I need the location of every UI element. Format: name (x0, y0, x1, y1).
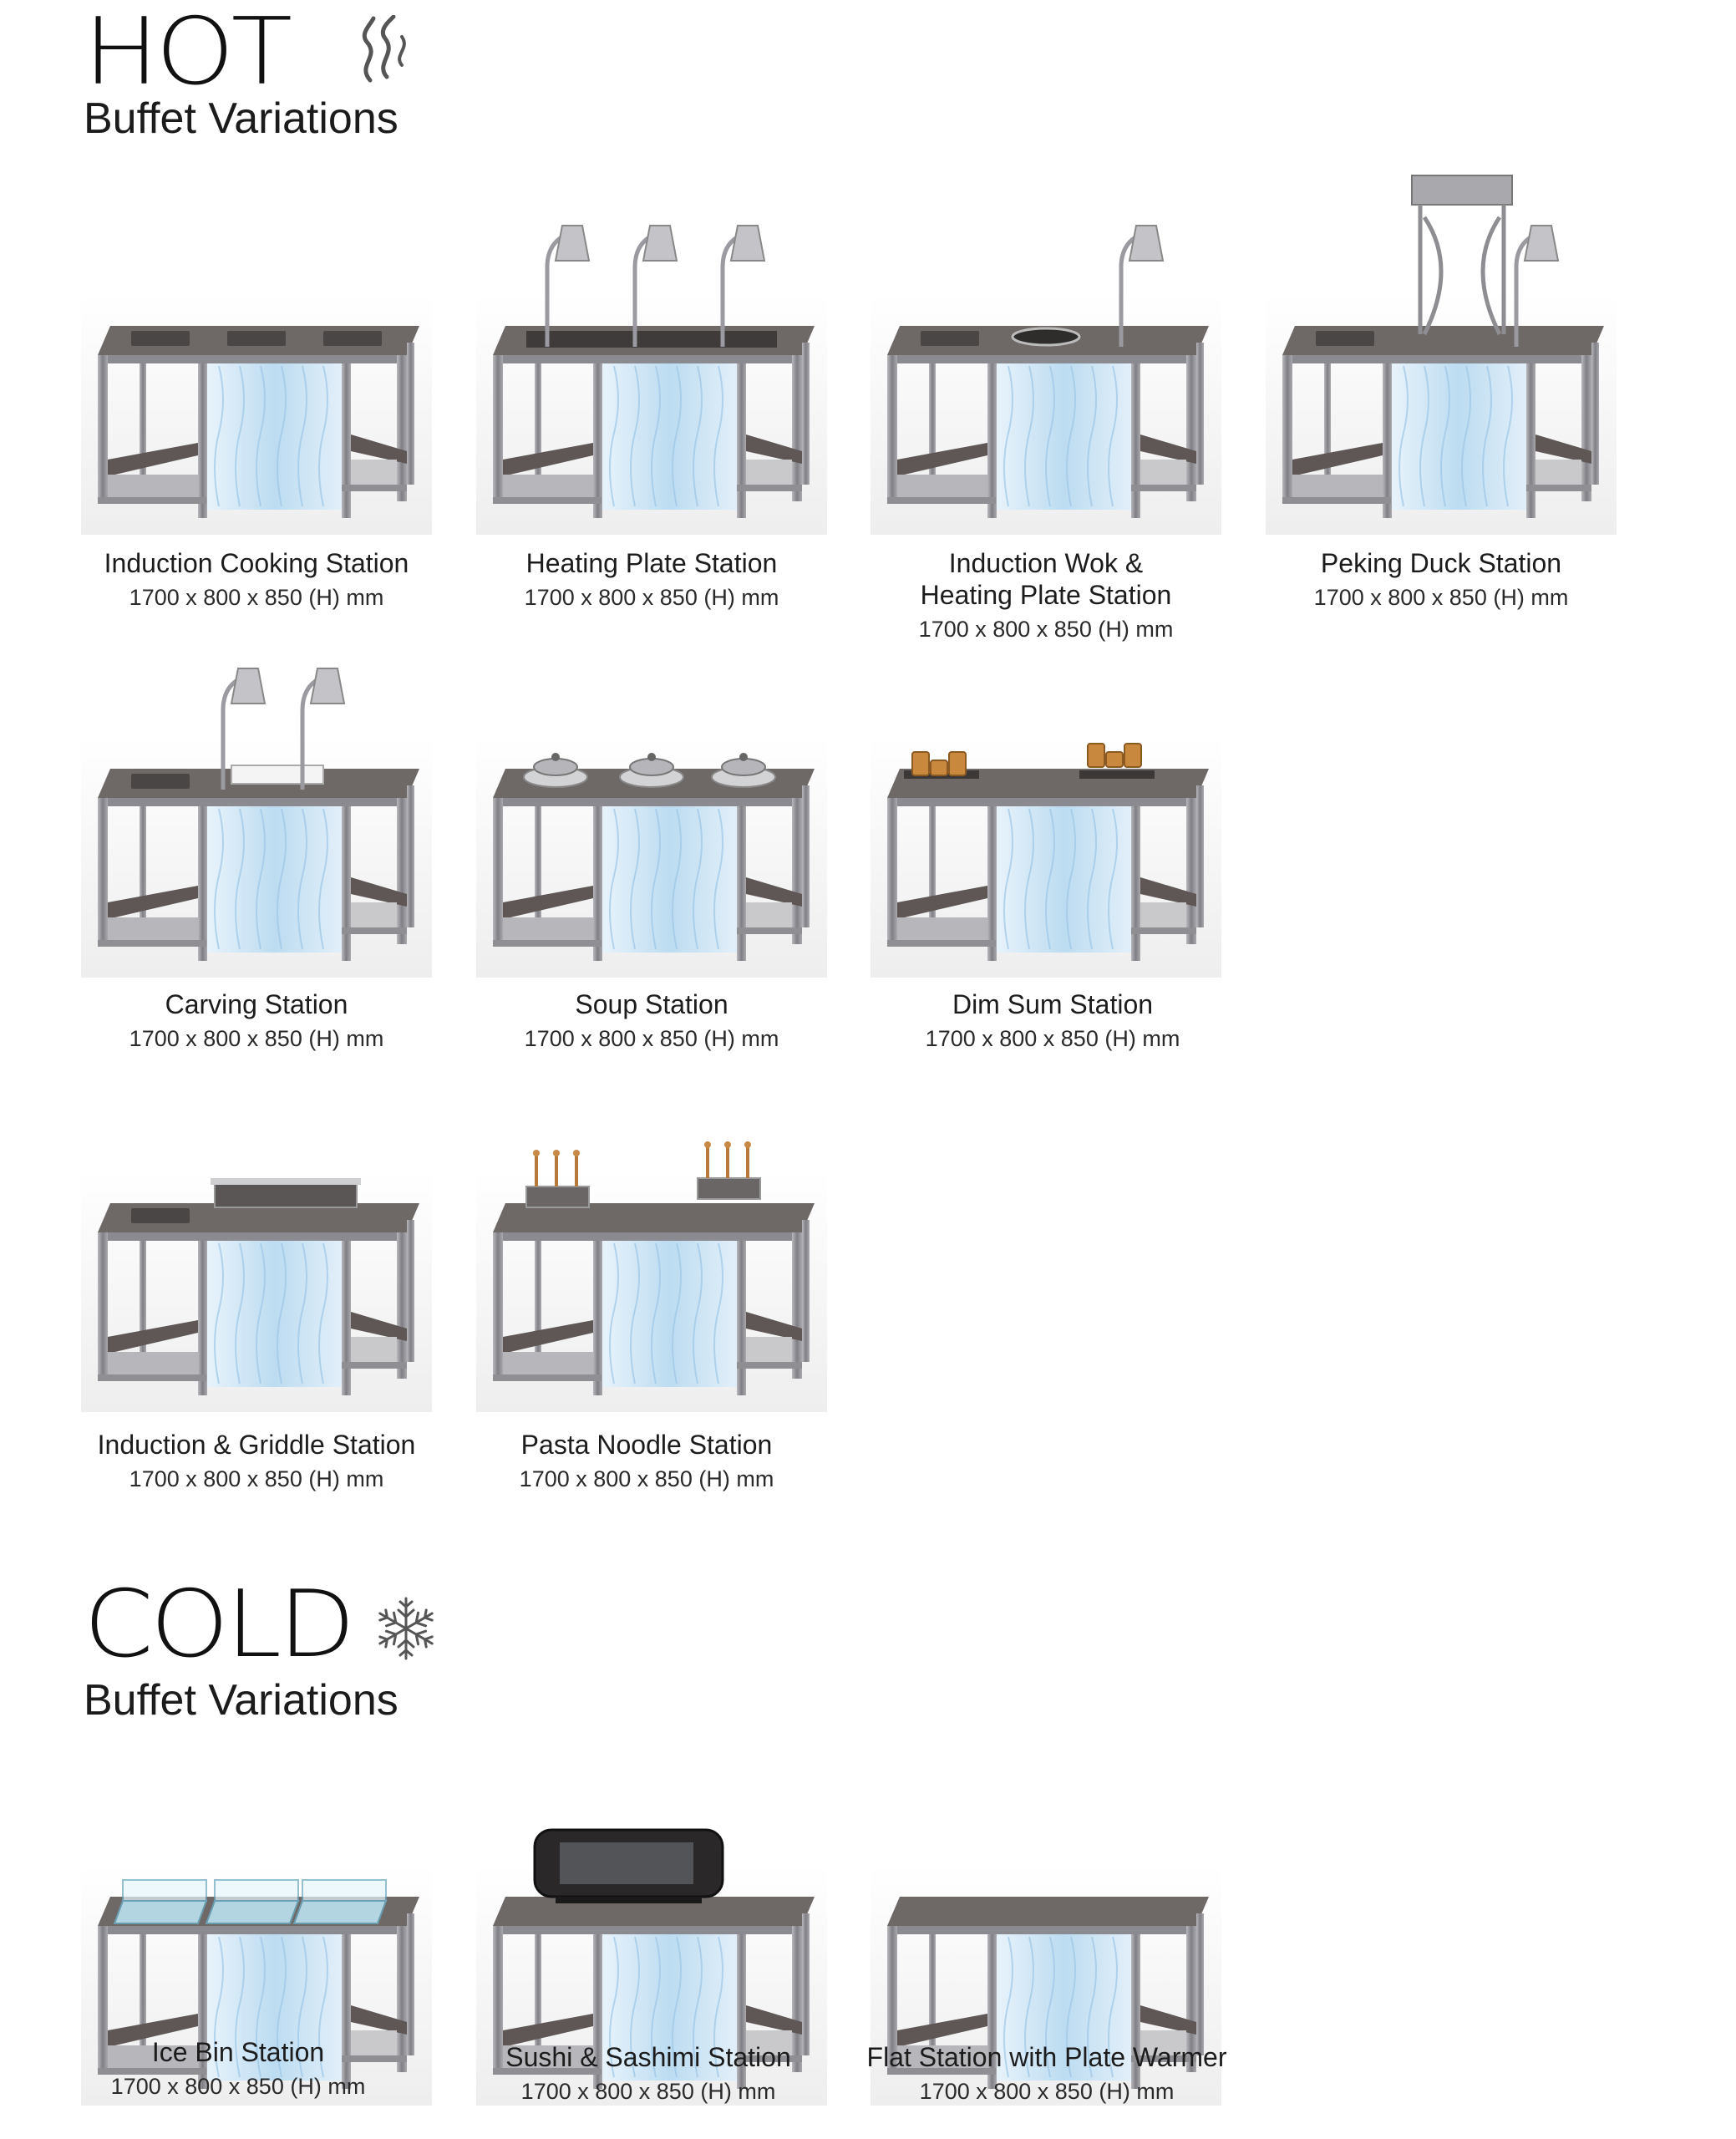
station-image (871, 610, 1221, 978)
station-name: Induction & Griddle Station (97, 1430, 416, 1460)
station-image (1266, 167, 1617, 535)
station-dimensions: 1700 x 800 x 850 (H) mm (110, 2074, 366, 2099)
station-name: Flat Station with Plate Warmer (866, 2042, 1227, 2072)
station-name: Sushi & Sashimi Station (505, 2042, 791, 2072)
station-card-carving (81, 610, 432, 978)
station-name: Heating Plate Station (525, 548, 778, 578)
steam-icon (355, 15, 414, 84)
station-name: Dim Sum Station (952, 989, 1154, 1019)
station-dimensions: 1700 x 800 x 850 (H) mm (129, 1466, 384, 1491)
station-dimensions: 1700 x 800 x 850 (H) mm (520, 2079, 776, 2104)
station-image (476, 610, 827, 978)
snowflake-icon (372, 1594, 440, 1663)
station-dimensions: 1700 x 800 x 850 (H) mm (129, 585, 384, 610)
station-dimensions: 1700 x 800 x 850 (H) mm (519, 1466, 774, 1491)
station-name: Peking Duck Station (1320, 548, 1562, 578)
station-card-induction-cooking (81, 167, 432, 535)
station-card-induction-griddle (81, 1044, 432, 1412)
station-name: Soup Station (575, 989, 728, 1019)
station-dimensions: 1700 x 800 x 850 (H) mm (918, 617, 1174, 642)
station-image (81, 610, 432, 978)
station-name: Pasta Noodle Station (520, 1430, 773, 1460)
station-name: Induction Cooking Station (104, 548, 409, 578)
station-image (81, 1044, 432, 1412)
station-caption (4, 2036, 472, 2101)
station-image (476, 167, 827, 535)
station-caption (819, 988, 1287, 1054)
station-caption (1207, 547, 1675, 612)
station-dimensions: 1700 x 800 x 850 (H) mm (129, 1026, 384, 1051)
station-dimensions: 1700 x 800 x 850 (H) mm (524, 1026, 779, 1051)
station-card-peking-duck (1266, 167, 1617, 535)
station-name: Carving Station (165, 989, 348, 1019)
station-caption (813, 2041, 1281, 2106)
cold-subtitle: Buffet Variations (84, 1676, 398, 1725)
station-caption (414, 2041, 882, 2106)
station-name: Ice Bin Station (151, 2037, 325, 2067)
station-card-soup (476, 610, 827, 978)
station-dimensions: 1700 x 800 x 850 (H) mm (1313, 585, 1569, 610)
hot-subtitle: Buffet Variations (84, 94, 398, 143)
hot-title: HOT (84, 0, 289, 106)
station-card-dim-sum (871, 610, 1221, 978)
station-caption (413, 1429, 881, 1494)
station-dimensions: 1700 x 800 x 850 (H) mm (919, 2079, 1175, 2104)
station-name-line2: Heating Plate Station (920, 580, 1172, 610)
station-image (476, 1044, 827, 1412)
station-dimensions: 1700 x 800 x 850 (H) mm (524, 585, 779, 610)
station-name-line1: Induction Wok & (948, 548, 1144, 578)
station-card-heating-plate (476, 167, 827, 535)
station-image (81, 167, 432, 535)
cold-title: COLD (84, 1571, 353, 1679)
station-dimensions: 1700 x 800 x 850 (H) mm (925, 1026, 1180, 1051)
station-card-wok-heating (871, 167, 1221, 535)
station-card-pasta-noodle (476, 1044, 827, 1412)
station-image (871, 167, 1221, 535)
